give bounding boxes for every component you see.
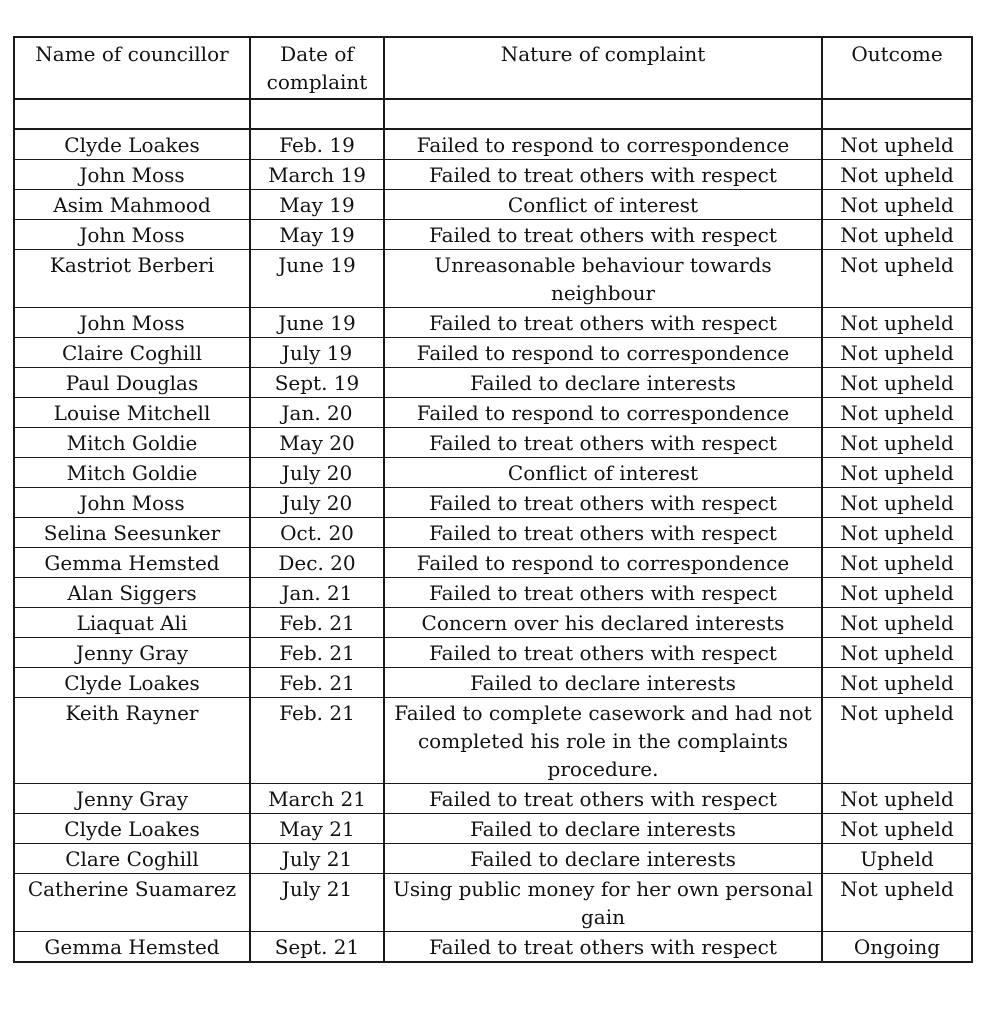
spacer-cell: [14, 99, 250, 129]
cell-outcome: Not upheld: [822, 608, 972, 638]
cell-councillor-name: Jenny Gray: [14, 784, 250, 814]
cell-outcome: Not upheld: [822, 488, 972, 518]
cell-councillor-name: Gemma Hemsted: [14, 548, 250, 578]
spacer-row: [14, 99, 972, 129]
cell-councillor-name: Paul Douglas: [14, 368, 250, 398]
table-row: [14, 784, 972, 814]
cell-outcome: Not upheld: [822, 308, 972, 338]
cell-complaint-nature: Conflict of interest: [384, 458, 822, 488]
table-row: [14, 668, 972, 698]
table-row: [14, 368, 972, 398]
cell-complaint-nature: Failed to treat others with respect: [384, 578, 822, 608]
cell-councillor-name: Selina Seesunker: [14, 518, 250, 548]
cell-councillor-name: Jenny Gray: [14, 638, 250, 668]
cell-complaint-date: July 20: [250, 458, 384, 488]
cell-complaint-date: May 19: [250, 220, 384, 250]
cell-outcome: Not upheld: [822, 398, 972, 428]
cell-outcome: Not upheld: [822, 338, 972, 368]
cell-complaint-nature: Failed to treat others with respect: [384, 160, 822, 190]
cell-complaint-nature: Failed to declare interests: [384, 368, 822, 398]
table-row: [14, 932, 972, 963]
table-row: [14, 578, 972, 608]
cell-councillor-name: Catherine Suamarez: [14, 874, 250, 932]
cell-complaint-nature: Failed to treat others with respect: [384, 488, 822, 518]
table-row: [14, 398, 972, 428]
header-nature-of-complaint: Nature of complaint: [384, 37, 822, 99]
cell-complaint-date: March 21: [250, 784, 384, 814]
cell-complaint-date: Sept. 21: [250, 932, 384, 963]
cell-councillor-name: Clyde Loakes: [14, 668, 250, 698]
cell-complaint-nature: Failed to treat others with respect: [384, 428, 822, 458]
cell-councillor-name: Asim Mahmood: [14, 190, 250, 220]
cell-complaint-nature: Failed to treat others with respect: [384, 220, 822, 250]
cell-complaint-nature: Conflict of interest: [384, 190, 822, 220]
cell-councillor-name: Gemma Hemsted: [14, 932, 250, 963]
table-row: [14, 548, 972, 578]
cell-outcome: Not upheld: [822, 668, 972, 698]
table-row: [14, 518, 972, 548]
cell-councillor-name: John Moss: [14, 308, 250, 338]
cell-complaint-date: Oct. 20: [250, 518, 384, 548]
cell-councillor-name: John Moss: [14, 488, 250, 518]
cell-outcome: Not upheld: [822, 428, 972, 458]
table-header: [14, 37, 972, 99]
table-row: [14, 190, 972, 220]
cell-councillor-name: Mitch Goldie: [14, 428, 250, 458]
header-name-of-councillor: Name of councillor: [14, 37, 250, 99]
cell-outcome: Not upheld: [822, 160, 972, 190]
cell-complaint-date: Jan. 21: [250, 578, 384, 608]
cell-councillor-name: Keith Rayner: [14, 698, 250, 784]
cell-outcome: Not upheld: [822, 814, 972, 844]
table-row: [14, 844, 972, 874]
spacer-cell: [822, 99, 972, 129]
cell-outcome: Not upheld: [822, 368, 972, 398]
cell-outcome: Not upheld: [822, 698, 972, 784]
cell-complaint-nature: Failed to respond to correspondence: [384, 338, 822, 368]
table-row: [14, 250, 972, 308]
table-row: [14, 698, 972, 784]
table-row: [14, 488, 972, 518]
cell-outcome: Ongoing: [822, 932, 972, 963]
cell-complaint-nature: Failed to declare interests: [384, 844, 822, 874]
cell-outcome: Not upheld: [822, 874, 972, 932]
cell-complaint-nature: Failed to respond to correspondence: [384, 398, 822, 428]
cell-complaint-nature: Failed to declare interests: [384, 668, 822, 698]
cell-councillor-name: John Moss: [14, 220, 250, 250]
cell-councillor-name: Alan Siggers: [14, 578, 250, 608]
table-body: [14, 99, 972, 962]
table-row: [14, 458, 972, 488]
cell-complaint-date: June 19: [250, 308, 384, 338]
cell-complaint-date: Feb. 21: [250, 638, 384, 668]
cell-outcome: Upheld: [822, 844, 972, 874]
complaints-table: [13, 36, 973, 963]
cell-councillor-name: John Moss: [14, 160, 250, 190]
cell-complaint-date: June 19: [250, 250, 384, 308]
cell-complaint-nature: Failed to respond to correspondence: [384, 548, 822, 578]
cell-complaint-date: Feb. 21: [250, 668, 384, 698]
cell-outcome: Not upheld: [822, 458, 972, 488]
cell-complaint-nature: Failed to declare interests: [384, 814, 822, 844]
cell-councillor-name: Clare Coghill: [14, 844, 250, 874]
table-row: [14, 638, 972, 668]
cell-complaint-date: Sept. 19: [250, 368, 384, 398]
cell-councillor-name: Liaquat Ali: [14, 608, 250, 638]
cell-complaint-date: Dec. 20: [250, 548, 384, 578]
cell-councillor-name: Louise Mitchell: [14, 398, 250, 428]
cell-outcome: Not upheld: [822, 578, 972, 608]
table-row: [14, 220, 972, 250]
cell-outcome: Not upheld: [822, 784, 972, 814]
cell-councillor-name: Kastriot Berberi: [14, 250, 250, 308]
table-row: [14, 338, 972, 368]
cell-complaint-nature: Failed to treat others with respect: [384, 638, 822, 668]
cell-outcome: Not upheld: [822, 190, 972, 220]
cell-outcome: Not upheld: [822, 638, 972, 668]
cell-complaint-nature: Failed to treat others with respect: [384, 308, 822, 338]
cell-outcome: Not upheld: [822, 250, 972, 308]
cell-complaint-date: May 21: [250, 814, 384, 844]
cell-complaint-date: May 20: [250, 428, 384, 458]
table-row: [14, 160, 972, 190]
cell-councillor-name: Claire Coghill: [14, 338, 250, 368]
cell-complaint-nature: Unreasonable behaviour towards neighbour: [384, 250, 822, 308]
cell-complaint-date: March 19: [250, 160, 384, 190]
cell-complaint-nature: Failed to treat others with respect: [384, 784, 822, 814]
cell-complaint-date: Feb. 21: [250, 608, 384, 638]
cell-complaint-date: Feb. 19: [250, 129, 384, 160]
table-row: [14, 129, 972, 160]
table-row: [14, 814, 972, 844]
spacer-cell: [384, 99, 822, 129]
table-row: [14, 608, 972, 638]
cell-complaint-date: July 20: [250, 488, 384, 518]
cell-complaint-nature: Using public money for her own personal gain: [384, 874, 822, 932]
cell-complaint-date: July 21: [250, 874, 384, 932]
header-date-of-complaint: Date of complaint: [250, 37, 384, 99]
table-row: [14, 874, 972, 932]
spacer-cell: [250, 99, 384, 129]
cell-complaint-nature: Failed to complete casework and had not completed his role in the complaints procedure.: [384, 698, 822, 784]
cell-complaint-date: July 21: [250, 844, 384, 874]
cell-councillor-name: Clyde Loakes: [14, 814, 250, 844]
table-row: [14, 428, 972, 458]
cell-outcome: Not upheld: [822, 220, 972, 250]
cell-complaint-date: May 19: [250, 190, 384, 220]
header-outcome: Outcome: [822, 37, 972, 99]
cell-complaint-date: Feb. 21: [250, 698, 384, 784]
cell-councillor-name: Mitch Goldie: [14, 458, 250, 488]
cell-complaint-nature: Failed to treat others with respect: [384, 518, 822, 548]
cell-outcome: Not upheld: [822, 518, 972, 548]
cell-complaint-date: July 19: [250, 338, 384, 368]
cell-complaint-date: Jan. 20: [250, 398, 384, 428]
header-row: [14, 37, 972, 99]
cell-outcome: Not upheld: [822, 129, 972, 160]
cell-complaint-nature: Failed to respond to correspondence: [384, 129, 822, 160]
cell-complaint-nature: Concern over his declared interests: [384, 608, 822, 638]
cell-outcome: Not upheld: [822, 548, 972, 578]
cell-complaint-nature: Failed to treat others with respect: [384, 932, 822, 963]
cell-councillor-name: Clyde Loakes: [14, 129, 250, 160]
table-row: [14, 308, 972, 338]
